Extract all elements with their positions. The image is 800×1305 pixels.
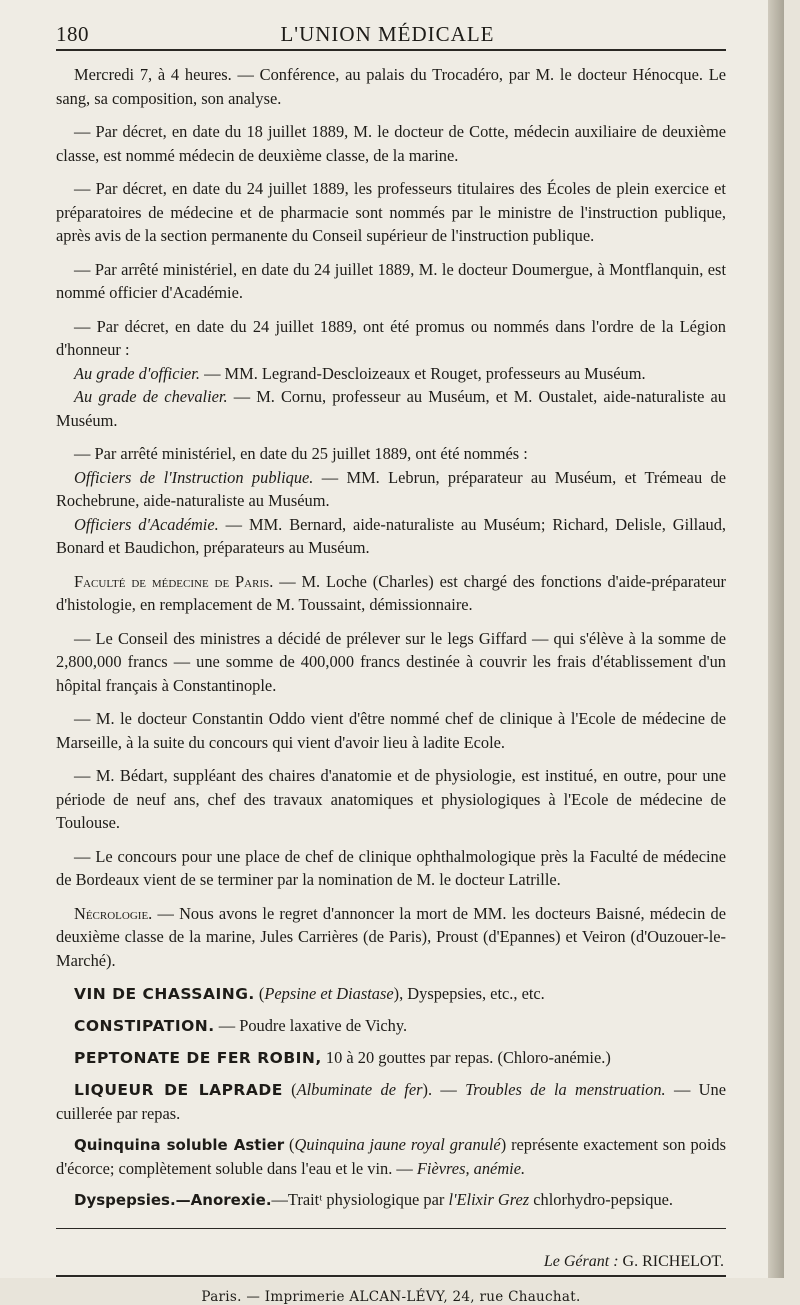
journal-title: L'UNION MÉDICALE [280, 22, 495, 46]
ad-peptonate [56, 1046, 726, 1070]
ad-quinquina-italic: Quinquina jaune royal granulé [294, 1135, 501, 1154]
page-number: 180 [56, 22, 89, 46]
page-edge-shadow [768, 0, 784, 1278]
paragraph-faculte [56, 570, 726, 617]
ad-dyspepsies-italic: l'Elixir Grez [448, 1190, 530, 1209]
ad-quinquina: Quinquina soluble Astier (Quinquina jaune royal granulé) représente exactement son poids d'écorce; complètement soluble dans l'eau et le vin. — Fièvres, anémie. [56, 1135, 726, 1178]
legion-chevalier [56, 385, 726, 432]
ad-dyspepsies-name: Dyspepsies.—Anorexie. [74, 1191, 272, 1209]
arrete-instruction [56, 466, 726, 513]
arrete-museum-intro: — Par arrêté ministériel, en date du 25 juillet 1889, ont été nommés : [74, 444, 528, 463]
ad-liqueur-laprade-italic: Albuminate de fer [296, 1080, 423, 1099]
gerant-label: Le Gérant : [543, 1253, 619, 1270]
ad-dyspepsies-text2: chlorhydro-pepsique. [529, 1190, 674, 1209]
advertisements [56, 982, 726, 1212]
ad-constipation-name: CONSTIPATION. [74, 1017, 215, 1035]
paragraph-conference: Mercredi 7, à 4 heures. — Conférence, au palais du Trocadéro, par M. le docteur Hénocque. Le sang, sa composition, son analyse. [56, 65, 726, 108]
legion-block [56, 315, 726, 433]
paragraph-decret-cotte: — Par décret, en date du 18 juillet 1889, M. le docteur de Cotte, médecin auxiliaire de deuxième classe, est nommé médecin de deuxième classe, de la marine. [56, 122, 726, 165]
legion-officier-label: Au grade d'officier. [74, 363, 200, 383]
legion-officier-text: — MM. Legrand-Descloizeaux et Rouget, professeurs au Muséum. [199, 363, 646, 383]
ad-quinquina-text: ) représente exactement son poids d'écorce; complètement soluble dans l'eau et le vin. — [56, 1135, 726, 1178]
ad-vin-chassaing-name: VIN DE CHASSAING. [74, 985, 255, 1003]
ad-liqueur-laprade-name: LIQUEUR DE LAPRADE [74, 1081, 283, 1099]
gerant-line [56, 1253, 726, 1271]
paragraph-concours-bordeaux: — Le concours pour une place de chef de clinique ophthalmologique près la Faculté de médecine de Bordeaux vient de se terminer par la nomination de M. le docteur Latrille. [56, 846, 726, 889]
arrete-instruction-label: Officiers de l'Instruction publique. [74, 467, 314, 487]
faculte-text: — M. Loche (Charles) est chargé des fonctions d'aide-préparateur d'histologie, en remplacement de M. Toussaint, démissionnaire. [56, 571, 726, 614]
arrete-academie [56, 513, 726, 560]
faculte-label: Faculté de médecine de Paris. [74, 571, 274, 591]
ad-liqueur-laprade-text: ). — [422, 1080, 466, 1099]
paragraph-decret-professeurs: — Par décret, en date du 24 juillet 1889, les professeurs titulaires des Écoles de plein exercice et préparatoires de médecine et de pharmacie sont nommés par le ministre de l'instruction publique, après avis de la section permanente du Conseil supérieur de l'instruction publique. [56, 179, 726, 245]
legion-officier [56, 362, 726, 386]
arrete-instruction-text: — MM. Lebrun, préparateur au Muséum, et Trémeau de Rochebrune, aide-naturaliste au Muséum. [56, 467, 726, 510]
ad-quinquina-italic2: Fièvres, anémie. [416, 1159, 526, 1178]
footer-divider [56, 1275, 726, 1277]
necrologie-text: — Nous avons le regret d'annoncer la mort de MM. les docteurs Baisné, médecin de deuxième classe de la marine, Jules Carrières (de Paris), Proust (d'Epannes) et Veiron (d'Ouzouer-le-Marché). [56, 903, 726, 970]
paragraph-necrologie [56, 902, 726, 973]
arrete-academie-label: Officiers d'Académie. [74, 514, 219, 534]
arrete-museum-block [56, 442, 726, 560]
ad-peptonate-text: 10 à 20 gouttes par repas. (Chloro-anémie.) [321, 1048, 611, 1067]
ad-constipation [56, 1014, 726, 1038]
paragraph-legion-intro: — Par décret, en date du 24 juillet 1889, ont été promus ou nommés dans l'ordre de la Légion d'honneur : [56, 316, 726, 359]
ad-quinquina-name: Quinquina soluble Astier [74, 1136, 285, 1154]
ad-liqueur-laprade-text2: — Une cuillerée par repas. [56, 1080, 726, 1123]
paragraph-legs-giffard: — Le Conseil des ministres a décidé de prélever sur le legs Giffard — qui s'élève à la somme de 2,800,000 francs — une somme de 400,000 francs destinée à couvrir les frais d'établissement d'un hôpital français à Constantinople. [56, 628, 726, 695]
ad-dyspepsies-text: —Traitᵗ physiologique par [271, 1190, 449, 1209]
paragraph-bedart: — M. Bédart, suppléant des chaires d'anatomie et de physiologie, est institué, en outre, pour une période de neuf ans, chef des travaux anatomiques et physiologiques à l'Ecole de médecine de Toulouse. [56, 766, 726, 832]
ad-liqueur-laprade-italic2: Troubles de la menstruation. [465, 1080, 666, 1099]
divider [56, 1228, 726, 1229]
ad-vin-chassaing-italic: Pepsine et Diastase [264, 984, 394, 1003]
ad-dyspepsies [56, 1188, 726, 1212]
arrete-academie-text: — MM. Bernard, aide-naturaliste au Muséum; Richard, Delisle, Gillaud, Bonard et Baudichon, préparateurs au Muséum. [56, 514, 726, 557]
ad-constipation-text: — Poudre laxative de Vichy. [214, 1016, 408, 1035]
necrologie-label: Nécrologie. [74, 903, 153, 923]
gerant-name: G. RICHELOT. [618, 1253, 724, 1270]
printer-imprint: Paris. — Imprimerie ALCAN-LÉVY, 24, rue Chauchat. [201, 1289, 581, 1305]
ad-liqueur-laprade: LIQUEUR DE LAPRADE (Albuminate de fer). — Troubles de la menstruation. — Une cuillerée par repas. [56, 1080, 726, 1123]
ad-vin-chassaing: VIN DE CHASSAING. (Pepsine et Diastase), Dyspepsies, etc., etc. [74, 984, 545, 1003]
running-header [56, 22, 726, 51]
legion-chevalier-text: — M. Cornu, professeur au Muséum, et M. Oustalet, aide-naturaliste au Muséum. [56, 387, 726, 430]
ad-vin-chassaing-text: ), Dyspepsies, etc., etc. [393, 984, 545, 1003]
paragraph-oddo: — M. le docteur Constantin Oddo vient d'être nommé chef de clinique à l'Ecole de médecine de Marseille, à la suite du concours qui vient d'avoir lieu à ladite Ecole. [56, 709, 726, 752]
legion-chevalier-label: Au grade de chevalier. [74, 387, 228, 406]
paragraph-arrete-doumergue: — Par arrêté ministériel, en date du 24 juillet 1889, M. le docteur Doumergue, à Montflanquin, est nommé officier d'Académie. [56, 259, 726, 302]
ad-peptonate-name: PEPTONATE DE FER ROBIN, [74, 1049, 322, 1067]
